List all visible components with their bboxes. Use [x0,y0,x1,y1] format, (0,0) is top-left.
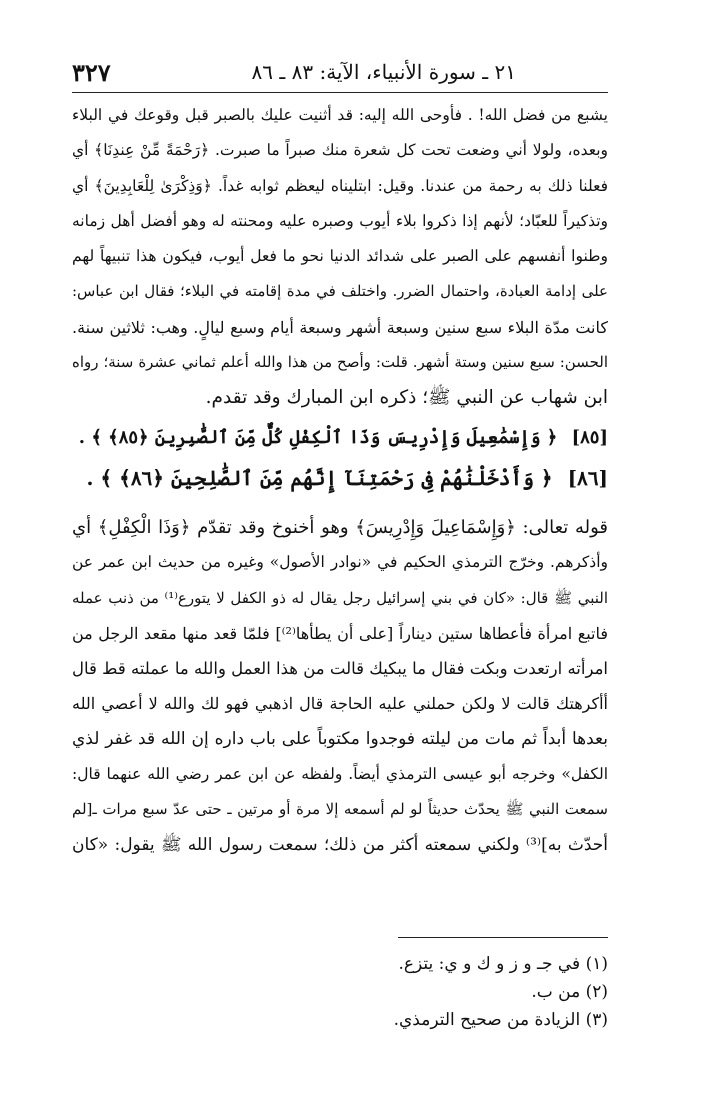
commentary-paragraph-2 [72,510,608,863]
text-line: امرأته ارتعدت وبكت فقال ما يبكيك قالت من هذا العمل والله ما عملته قط قال [72,659,608,679]
text-line: أحدّث به]⁽³⁾ ولكني سمعته أكثر من ذلك؛ سمعت رسول الله ﷺ يقول: «كان [72,834,608,855]
text-line: بعدها أبداً ثم مات من ليلته فوجدوا مكتوباً على باب داره إن الله قد غفر لذي [72,728,608,749]
page-number: ٣٢٧ [72,58,111,87]
text-line: كانت مدّة البلاء سبع سنين وسبعة أشهر وسبعة أيام وسبع ليالٍ. وهب: ثلاثين سنة. [72,317,608,337]
text-line: فعلنا ذلك به رحمة من عندنا. وقيل: ابتليناه ليعظم ثوابه غداً. ﴿وَذِكْرَىٰ لِلْعَابِدِينَ﴾ أي [72,176,608,195]
verse-number: [٨٥] [571,427,608,448]
text-line: وطنوا أنفسهم على الصبر على شدائد الدنيا نحو ما فعل أيوب، فيكون هذا تنبيهاً لهم [72,247,608,266]
commentary-paragraph-1 [72,98,608,416]
text-line: الحسن: سبع سنين وستة أشهر. قلت: وأصح من هذا والله أعلم ثماني عشرة سنة؛ رواه [72,353,608,372]
text-line: الكفل» وخرجه أبو عيسى الترمذي أيضاً. ولفظه عن ابن عمر رضي الله عنهما قال: [72,765,608,784]
running-head: ٢١ ـ سورة الأنبياء، الآية: ٨٣ ـ ٨٦ [251,60,516,84]
text-line: وتذكيراً للعبّاد؛ لأنهم إذا ذكروا بلاء أيوب وصبره عليه ومحنته له وهو أفضل أهل زمانه [72,211,608,230]
page-header [72,52,608,93]
text-line: ابن شهاب عن النبي ﷺ؛ ذكره ابن المبارك وقد تقدم. [205,387,608,409]
footnote-2: (٢) من ب. [531,982,608,1002]
quran-verses [72,418,608,498]
footnote-divider [398,937,608,938]
verse-text: ﴿ وَأَدْخَلْنَٰهُمْ فِى رَحْمَتِنَآ إِنَّهُم مِّنَ ٱلصَّٰلِحِينَ ﴿٨٦﴾ ﴾ . [86,466,553,490]
verse-text: ﴿ وَإِسْمَٰعِيلَ وَإِدْرِيسَ وَذَا ٱلْكِفْلِ كُلٌّ مِّنَ ٱلصَّٰبِرِينَ ﴿٨٥﴾ ﴾ . [78,427,558,448]
footnotes [394,950,608,1034]
verse-85 [72,418,608,458]
text-line: وبعده، ولولا أني وضعت تحت كل شعرة منك صبراً ما صبرت. ﴿رَحْمَةً مِّنْ عِندِنَا﴾ أي [72,141,608,160]
text-line: وأذكرهم. وخرّج الترمذي الحكيم في «نوادر الأصول» وغيره من حديث ابن عمر عن [72,553,608,572]
verse-number: [٨٦] [567,466,608,490]
text-line: النبي ﷺ قال: «كان في بني إسرائيل رجل يقال له ذو الكفل لا يتورع⁽¹⁾ من ذنب عمله [72,588,608,607]
text-line: على إدامة العبادة، واحتمال الضرر. واختلف في مدة إقامته في البلاء؛ فقال ابن عباس: [72,282,608,301]
text-line: سمعت النبي ﷺ يحدّث حديثاً لو لم أسمعه إلا مرة أو مرتين ـ حتى عدّ سبع مرات ـ[لم [72,800,608,819]
verse-86 [72,458,608,498]
footnote-1: (١) في جـ و ز و ك و ي: يتزع. [398,954,608,974]
text-line: قوله تعالى: ﴿وَإِسْمَاعِيلَ وَإِدْرِيسَ﴾ وهو أخنوخ وقد تقدّم ﴿وَذَا الْكِفْلِ﴾ أي [72,517,608,538]
footnote-3: (٣) الزيادة من صحيح الترمذي. [393,1010,608,1030]
text-line: أأكرهتك قالت لا ولكن حملني عليه الحاجة قال اذهبي فهو لك والله لا أعصي الله [72,694,608,714]
text-line: فاتبع امرأة فأعطاها ستين ديناراً [على أن يطأها⁽²⁾] فلمّا قعد منها مقعد الرجل من [72,623,608,643]
text-line: يشبع من فضل الله! . فأوحى الله إليه: قد أثنيت عليك بالصبر قبل وقوعك في البلاء [72,106,608,124]
